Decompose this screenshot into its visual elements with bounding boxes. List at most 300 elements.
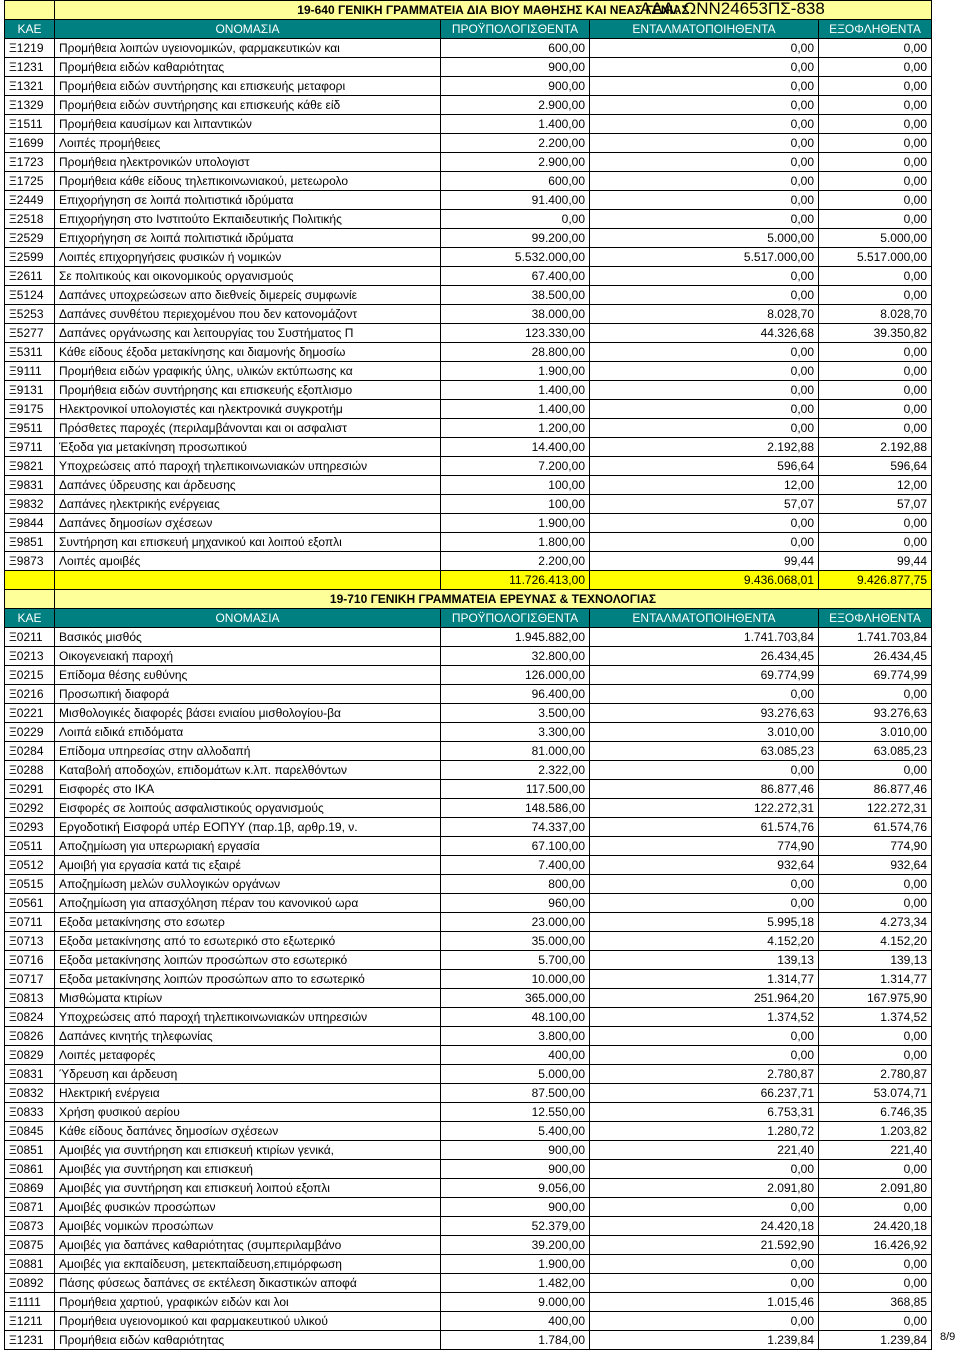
table-row <box>5 1331 932 1350</box>
kae-cell: Ξ0826 <box>5 1027 55 1046</box>
table-row <box>5 951 932 970</box>
committed-cell: 2.192,88 <box>590 438 819 457</box>
name-cell: Αμοιβές για δαπάνες καθαριότητας (συμπεριλαμβάνο <box>55 1236 441 1255</box>
committed-cell: 0,00 <box>590 533 819 552</box>
budgeted-cell: 100,00 <box>441 495 590 514</box>
paid-cell: 0,00 <box>819 1198 932 1217</box>
table-row <box>5 286 932 305</box>
kae-cell: Ξ2449 <box>5 191 55 210</box>
budgeted-cell: 7.200,00 <box>441 457 590 476</box>
paid-cell: 368,85 <box>819 1293 932 1312</box>
budgeted-cell: 400,00 <box>441 1312 590 1331</box>
name-cell: Εισφορές στο ΙΚΑ <box>55 780 441 799</box>
committed-cell: 0,00 <box>590 514 819 533</box>
kae-cell: Ξ5124 <box>5 286 55 305</box>
kae-cell: Ξ1219 <box>5 39 55 58</box>
paid-cell: 139,13 <box>819 951 932 970</box>
paid-cell: 221,40 <box>819 1141 932 1160</box>
committed-cell: 0,00 <box>590 381 819 400</box>
paid-cell: 86.877,46 <box>819 780 932 799</box>
budgeted-cell: 123.330,00 <box>441 324 590 343</box>
budgeted-cell: 91.400,00 <box>441 191 590 210</box>
committed-cell: 774,90 <box>590 837 819 856</box>
header-budgeted: ΠΡΟΫΠΟΛΟΓΙΣΘΕΝΤΑ <box>441 609 590 628</box>
budgeted-cell: 5.000,00 <box>441 1065 590 1084</box>
name-cell: Αμοιβές για συντήρηση και επισκευή λοιπού εξοπλι <box>55 1179 441 1198</box>
name-cell: Μισθώματα κτιρίων <box>55 989 441 1008</box>
budgeted-cell: 900,00 <box>441 1160 590 1179</box>
budgeted-cell: 5.700,00 <box>441 951 590 970</box>
budgeted-cell: 365.000,00 <box>441 989 590 1008</box>
header-name: ΟΝΟΜΑΣΙΑ <box>55 20 441 39</box>
table-row <box>5 1160 932 1179</box>
paid-cell: 0,00 <box>819 381 932 400</box>
totals-blank-cell <box>5 571 55 590</box>
budget-table <box>4 0 932 1350</box>
name-cell: Βασικός μισθός <box>55 628 441 647</box>
budget-sheet <box>4 0 931 1350</box>
budgeted-cell: 48.100,00 <box>441 1008 590 1027</box>
budgeted-cell: 3.300,00 <box>441 723 590 742</box>
paid-cell: 774,90 <box>819 837 932 856</box>
kae-cell: Ξ9711 <box>5 438 55 457</box>
table-row <box>5 96 932 115</box>
kae-cell: Ξ0284 <box>5 742 55 761</box>
kae-cell: Ξ0869 <box>5 1179 55 1198</box>
budgeted-cell: 7.400,00 <box>441 856 590 875</box>
budgeted-cell: 900,00 <box>441 77 590 96</box>
header-committed: ΕΝΤΑΛΜΑΤΟΠΟΙΗΘΕΝΤΑ <box>590 609 819 628</box>
table-row <box>5 134 932 153</box>
paid-cell: 0,00 <box>819 894 932 913</box>
paid-cell: 2.192,88 <box>819 438 932 457</box>
name-cell: Επίδομα υπηρεσίας στην αλλοδαπή <box>55 742 441 761</box>
kae-cell: Ξ0832 <box>5 1084 55 1103</box>
paid-cell: 0,00 <box>819 514 932 533</box>
kae-cell: Ξ0211 <box>5 628 55 647</box>
kae-cell: Ξ0851 <box>5 1141 55 1160</box>
name-cell: Αποζημίωση για απασχόληση πέραν του κανονικού ωρα <box>55 894 441 913</box>
kae-cell: Ξ9821 <box>5 457 55 476</box>
table-row <box>5 894 932 913</box>
name-cell: Αμοιβές νομικών προσώπων <box>55 1217 441 1236</box>
paid-cell: 0,00 <box>819 1046 932 1065</box>
column-header-row <box>5 20 932 39</box>
committed-cell: 0,00 <box>590 1312 819 1331</box>
paid-cell: 167.975,90 <box>819 989 932 1008</box>
committed-cell: 0,00 <box>590 153 819 172</box>
committed-cell: 0,00 <box>590 210 819 229</box>
name-cell: Προμήθεια υγειονομικού και φαρμακευτικού υλικού <box>55 1312 441 1331</box>
kae-cell: Ξ9111 <box>5 362 55 381</box>
kae-cell: Ξ1699 <box>5 134 55 153</box>
committed-cell: 1.239,84 <box>590 1331 819 1350</box>
name-cell: Έξοδα για μετακίνηση προσωπικού <box>55 438 441 457</box>
table-row <box>5 248 932 267</box>
budgeted-cell: 9.056,00 <box>441 1179 590 1198</box>
budgeted-cell: 2.200,00 <box>441 134 590 153</box>
paid-cell: 0,00 <box>819 1274 932 1293</box>
table-row <box>5 191 932 210</box>
table-row <box>5 1274 932 1293</box>
table-row <box>5 761 932 780</box>
name-cell: Προμήθεια λοιπών υγειονομικών, φαρμακευτικών και <box>55 39 441 58</box>
budgeted-cell: 96.400,00 <box>441 685 590 704</box>
committed-cell: 2.091,80 <box>590 1179 819 1198</box>
paid-cell: 0,00 <box>819 115 932 134</box>
table-row <box>5 153 932 172</box>
budgeted-cell: 1.400,00 <box>441 400 590 419</box>
kae-cell: Ξ0711 <box>5 913 55 932</box>
name-cell: Προμήθεια καυσίμων και λιπαντικών <box>55 115 441 134</box>
table-row <box>5 210 932 229</box>
committed-cell: 0,00 <box>590 1160 819 1179</box>
kae-cell: Ξ1111 <box>5 1293 55 1312</box>
budgeted-cell: 67.400,00 <box>441 267 590 286</box>
table-row <box>5 1103 932 1122</box>
section-title-row <box>5 590 932 609</box>
name-cell: Λοιπά ειδικά επιδόματα <box>55 723 441 742</box>
section-title: 19-640 ΓΕΝΙΚΗ ΓΡΑΜΜΑΤΕΙΑ ΔΙΑ ΒΙΟΥ ΜΑΘΗΣΗΣ ΚΑΙ ΝΕΑΣ ΓΕΝΙΑΣ <box>55 1 932 20</box>
name-cell: Προμήθεια ειδών καθαριότητας <box>55 1331 441 1350</box>
table-row <box>5 400 932 419</box>
kae-cell: Ξ0292 <box>5 799 55 818</box>
blank-cell <box>5 1 55 20</box>
name-cell: Καταβολή αποδοχών, επιδομάτων κ.λπ. παρελθόντων <box>55 761 441 780</box>
totals-row <box>5 571 932 590</box>
budgeted-cell: 52.379,00 <box>441 1217 590 1236</box>
committed-cell: 122.272,31 <box>590 799 819 818</box>
name-cell: Προσωπική διαφορά <box>55 685 441 704</box>
committed-cell: 26.434,45 <box>590 647 819 666</box>
kae-cell: Ξ0213 <box>5 647 55 666</box>
paid-cell: 1.374,52 <box>819 1008 932 1027</box>
table-row <box>5 419 932 438</box>
kae-cell: Ξ0293 <box>5 818 55 837</box>
totals-label-cell <box>55 571 441 590</box>
committed-cell: 0,00 <box>590 761 819 780</box>
committed-cell: 69.774,99 <box>590 666 819 685</box>
name-cell: Εξοδα μετακίνησης στο εσωτερ <box>55 913 441 932</box>
header-kae: ΚΑΕ <box>5 20 55 39</box>
table-row <box>5 1046 932 1065</box>
paid-cell: 1.741.703,84 <box>819 628 932 647</box>
name-cell: Αμοιβές για συντήρηση και επισκευή <box>55 1160 441 1179</box>
table-row <box>5 780 932 799</box>
table-row <box>5 1217 932 1236</box>
name-cell: Επιχορήγηση στο Ινστιτούτο Εκπαιδευτικής Πολιτικής <box>55 210 441 229</box>
budgeted-cell: 1.800,00 <box>441 533 590 552</box>
kae-cell: Ξ0511 <box>5 837 55 856</box>
budgeted-cell: 3.800,00 <box>441 1027 590 1046</box>
budgeted-cell: 100,00 <box>441 476 590 495</box>
table-row <box>5 970 932 989</box>
budgeted-cell: 87.500,00 <box>441 1084 590 1103</box>
committed-cell: 63.085,23 <box>590 742 819 761</box>
table-row <box>5 457 932 476</box>
paid-cell: 5.000,00 <box>819 229 932 248</box>
paid-cell: 0,00 <box>819 210 932 229</box>
budgeted-cell: 1.945.882,00 <box>441 628 590 647</box>
paid-cell: 1.203,82 <box>819 1122 932 1141</box>
paid-cell: 4.152,20 <box>819 932 932 951</box>
kae-cell: Ξ0875 <box>5 1236 55 1255</box>
committed-cell: 0,00 <box>590 115 819 134</box>
table-row <box>5 989 932 1008</box>
table-row <box>5 1008 932 1027</box>
table-row <box>5 533 932 552</box>
committed-cell: 0,00 <box>590 400 819 419</box>
table-row <box>5 381 932 400</box>
committed-cell: 4.152,20 <box>590 932 819 951</box>
section-title: 19-710 ΓΕΝΙΚΗ ΓΡΑΜΜΑΤΕΙΑ ΕΡΕΥΝΑΣ & ΤΕΧΝΟΛΟΓΙΑΣ <box>55 590 932 609</box>
name-cell: Αποζημίωση μελών συλλογικών οργάνων <box>55 875 441 894</box>
budgeted-cell: 126.000,00 <box>441 666 590 685</box>
name-cell: Προμήθεια ειδών συντήρησης και επισκευής μεταφορι <box>55 77 441 96</box>
budgeted-cell: 1.200,00 <box>441 419 590 438</box>
kae-cell: Ξ0861 <box>5 1160 55 1179</box>
kae-cell: Ξ2611 <box>5 267 55 286</box>
table-row <box>5 324 932 343</box>
committed-cell: 0,00 <box>590 134 819 153</box>
committed-cell: 57,07 <box>590 495 819 514</box>
budgeted-cell: 0,00 <box>441 210 590 229</box>
committed-cell: 1.280,72 <box>590 1122 819 1141</box>
kae-cell: Ξ9844 <box>5 514 55 533</box>
paid-cell: 53.074,71 <box>819 1084 932 1103</box>
kae-cell: Ξ0561 <box>5 894 55 913</box>
name-cell: Ηλεκτρονικοί υπολογιστές και ηλεκτρονικά συγκροτήμ <box>55 400 441 419</box>
table-row <box>5 1255 932 1274</box>
name-cell: Κάθε είδους έξοδα μετακίνησης και διαμονής δημοσίω <box>55 343 441 362</box>
kae-cell: Ξ1725 <box>5 172 55 191</box>
paid-cell: 0,00 <box>819 1255 932 1274</box>
budgeted-cell: 3.500,00 <box>441 704 590 723</box>
paid-cell: 93.276,63 <box>819 704 932 723</box>
name-cell: Δαπάνες ηλεκτρικής ενέργειας <box>55 495 441 514</box>
header-paid: ΕΞΟΦΛΗΘΕΝΤΑ <box>819 20 932 39</box>
name-cell: Λοιπές αμοιβές <box>55 552 441 571</box>
name-cell: Προμήθεια ειδών συντήρησης και επισκευής κάθε είδ <box>55 96 441 115</box>
committed-cell: 0,00 <box>590 685 819 704</box>
paid-cell: 0,00 <box>819 58 932 77</box>
page-number: 8/9 <box>940 1331 956 1343</box>
table-row <box>5 913 932 932</box>
budgeted-cell: 1.784,00 <box>441 1331 590 1350</box>
committed-cell: 596,64 <box>590 457 819 476</box>
paid-cell: 0,00 <box>819 286 932 305</box>
kae-cell: Ξ1321 <box>5 77 55 96</box>
kae-cell: Ξ0288 <box>5 761 55 780</box>
paid-cell: 99,44 <box>819 552 932 571</box>
name-cell: Λοιπές μεταφορές <box>55 1046 441 1065</box>
header-paid: ΕΞΟΦΛΗΘΕΝΤΑ <box>819 609 932 628</box>
kae-cell: Ξ5253 <box>5 305 55 324</box>
table-row <box>5 58 932 77</box>
paid-cell: 0,00 <box>819 267 932 286</box>
committed-cell: 24.420,18 <box>590 1217 819 1236</box>
committed-cell: 61.574,76 <box>590 818 819 837</box>
committed-cell: 2.780,87 <box>590 1065 819 1084</box>
name-cell: Συντήρηση και επισκευή μηχανικού και λοιπού εξοπλι <box>55 533 441 552</box>
name-cell: Κάθε είδους δαπάνες δημοσίων σχέσεων <box>55 1122 441 1141</box>
budgeted-cell: 960,00 <box>441 894 590 913</box>
name-cell: Επιχορήγηση σε λοιπά πολιτιστικά ιδρύματα <box>55 229 441 248</box>
budgeted-cell: 74.337,00 <box>441 818 590 837</box>
table-row <box>5 172 932 191</box>
paid-cell: 0,00 <box>819 77 932 96</box>
name-cell: Επιχορήγηση σε λοιπά πολιτιστικά ιδρύματα <box>55 191 441 210</box>
kae-cell: Ξ5277 <box>5 324 55 343</box>
committed-cell: 0,00 <box>590 172 819 191</box>
name-cell: Προμήθεια ειδών καθαριότητας <box>55 58 441 77</box>
table-row <box>5 514 932 533</box>
kae-cell: Ξ1329 <box>5 96 55 115</box>
committed-cell: 8.028,70 <box>590 305 819 324</box>
header-name: ΟΝΟΜΑΣΙΑ <box>55 609 441 628</box>
paid-cell: 4.273,34 <box>819 913 932 932</box>
table-row <box>5 647 932 666</box>
committed-cell: 21.592,90 <box>590 1236 819 1255</box>
committed-cell: 86.877,46 <box>590 780 819 799</box>
committed-cell: 221,40 <box>590 1141 819 1160</box>
budgeted-cell: 38.500,00 <box>441 286 590 305</box>
committed-cell: 0,00 <box>590 1027 819 1046</box>
name-cell: Πάσης φύσεως δαπάνες σε εκτέλεση δικαστικών αποφά <box>55 1274 441 1293</box>
table-row <box>5 856 932 875</box>
kae-cell: Ξ5311 <box>5 343 55 362</box>
paid-cell: 61.574,76 <box>819 818 932 837</box>
budgeted-cell: 900,00 <box>441 1141 590 1160</box>
paid-cell: 0,00 <box>819 191 932 210</box>
paid-cell: 0,00 <box>819 134 932 153</box>
budgeted-cell: 148.586,00 <box>441 799 590 818</box>
paid-cell: 0,00 <box>819 96 932 115</box>
table-row <box>5 1198 932 1217</box>
table-row <box>5 77 932 96</box>
name-cell: Οικογενειακή παροχή <box>55 647 441 666</box>
paid-cell: 16.426,92 <box>819 1236 932 1255</box>
kae-cell: Ξ2518 <box>5 210 55 229</box>
table-row <box>5 305 932 324</box>
table-row <box>5 628 932 647</box>
budgeted-cell: 1.900,00 <box>441 1255 590 1274</box>
paid-cell: 1.239,84 <box>819 1331 932 1350</box>
paid-cell: 26.434,45 <box>819 647 932 666</box>
name-cell: Υποχρεώσεις από παροχή τηλεπικοινωνιακών υπηρεσιών <box>55 1008 441 1027</box>
budgeted-cell: 900,00 <box>441 1198 590 1217</box>
total-budgeted: 11.726.413,00 <box>441 571 590 590</box>
table-row <box>5 39 932 58</box>
name-cell: Δαπάνες υποχρεώσεων απο διεθνείς διμερείς συμφωνίε <box>55 286 441 305</box>
paid-cell: 57,07 <box>819 495 932 514</box>
table-row <box>5 837 932 856</box>
table-row <box>5 1312 932 1331</box>
ada-stamp: ΑΔΑ: ΩΝΝ24653ΠΣ-838 <box>640 0 825 18</box>
name-cell: Εισφορές σε λοιπούς ασφαλιστικούς οργανισμούς <box>55 799 441 818</box>
paid-cell: 3.010,00 <box>819 723 932 742</box>
name-cell: Προμήθεια ηλεκτρονικών υπολογιστ <box>55 153 441 172</box>
name-cell: Εξοδα μετακίνησης λοιπών προσώπων απο το εσωτερικό <box>55 970 441 989</box>
committed-cell: 1.015,46 <box>590 1293 819 1312</box>
paid-cell: 0,00 <box>819 1027 932 1046</box>
kae-cell: Ξ9851 <box>5 533 55 552</box>
table-row <box>5 704 932 723</box>
paid-cell: 24.420,18 <box>819 1217 932 1236</box>
paid-cell: 0,00 <box>819 419 932 438</box>
paid-cell: 2.780,87 <box>819 1065 932 1084</box>
committed-cell: 0,00 <box>590 362 819 381</box>
table-row <box>5 875 932 894</box>
paid-cell: 0,00 <box>819 1160 932 1179</box>
name-cell: Προμήθεια χαρτιού, γραφικών ειδών και λοι <box>55 1293 441 1312</box>
kae-cell: Ξ0291 <box>5 780 55 799</box>
kae-cell: Ξ0873 <box>5 1217 55 1236</box>
header-budgeted: ΠΡΟΫΠΟΛΟΓΙΣΘΕΝΤΑ <box>441 20 590 39</box>
table-row <box>5 1179 932 1198</box>
kae-cell: Ξ0831 <box>5 1065 55 1084</box>
name-cell: Αμοιβή για εργασία κατά τις εξαιρέ <box>55 856 441 875</box>
paid-cell: 5.517.000,00 <box>819 248 932 267</box>
budgeted-cell: 81.000,00 <box>441 742 590 761</box>
table-row <box>5 362 932 381</box>
budgeted-cell: 800,00 <box>441 875 590 894</box>
budgeted-cell: 400,00 <box>441 1046 590 1065</box>
committed-cell: 1.374,52 <box>590 1008 819 1027</box>
paid-cell: 0,00 <box>819 343 932 362</box>
kae-cell: Ξ9175 <box>5 400 55 419</box>
name-cell: Αμοιβές για εκπαίδευση, μετεκπαίδευση,επιμόρφωση <box>55 1255 441 1274</box>
committed-cell: 0,00 <box>590 77 819 96</box>
kae-cell: Ξ0713 <box>5 932 55 951</box>
total-committed: 9.436.068,01 <box>590 571 819 590</box>
committed-cell: 932,64 <box>590 856 819 875</box>
table-row <box>5 932 932 951</box>
column-header-row <box>5 609 932 628</box>
kae-cell: Ξ1231 <box>5 58 55 77</box>
committed-cell: 0,00 <box>590 419 819 438</box>
budgeted-cell: 28.800,00 <box>441 343 590 362</box>
table-row <box>5 723 932 742</box>
budgeted-cell: 9.000,00 <box>441 1293 590 1312</box>
name-cell: Προμήθεια κάθε είδους τηλεπικοινωνιακού, μετεωρολο <box>55 172 441 191</box>
budgeted-cell: 10.000,00 <box>441 970 590 989</box>
name-cell: Προμήθεια ειδών συντήρησης και επισκευής εξοπλισμο <box>55 381 441 400</box>
committed-cell: 66.237,71 <box>590 1084 819 1103</box>
name-cell: Λοιπές επιχορηγήσεις φυσικών ή νομικών <box>55 248 441 267</box>
paid-cell: 0,00 <box>819 685 932 704</box>
kae-cell: Ξ0845 <box>5 1122 55 1141</box>
kae-cell: Ξ0229 <box>5 723 55 742</box>
budgeted-cell: 1.900,00 <box>441 362 590 381</box>
paid-cell: 0,00 <box>819 153 932 172</box>
kae-cell: Ξ0892 <box>5 1274 55 1293</box>
committed-cell: 139,13 <box>590 951 819 970</box>
committed-cell: 1.314,77 <box>590 970 819 989</box>
budgeted-cell: 5.400,00 <box>441 1122 590 1141</box>
paid-cell: 8.028,70 <box>819 305 932 324</box>
paid-cell: 63.085,23 <box>819 742 932 761</box>
kae-cell: Ξ0824 <box>5 1008 55 1027</box>
paid-cell: 932,64 <box>819 856 932 875</box>
kae-cell: Ξ1723 <box>5 153 55 172</box>
committed-cell: 0,00 <box>590 894 819 913</box>
kae-cell: Ξ9831 <box>5 476 55 495</box>
paid-cell: 0,00 <box>819 875 932 894</box>
table-row <box>5 476 932 495</box>
committed-cell: 0,00 <box>590 267 819 286</box>
kae-cell: Ξ0881 <box>5 1255 55 1274</box>
